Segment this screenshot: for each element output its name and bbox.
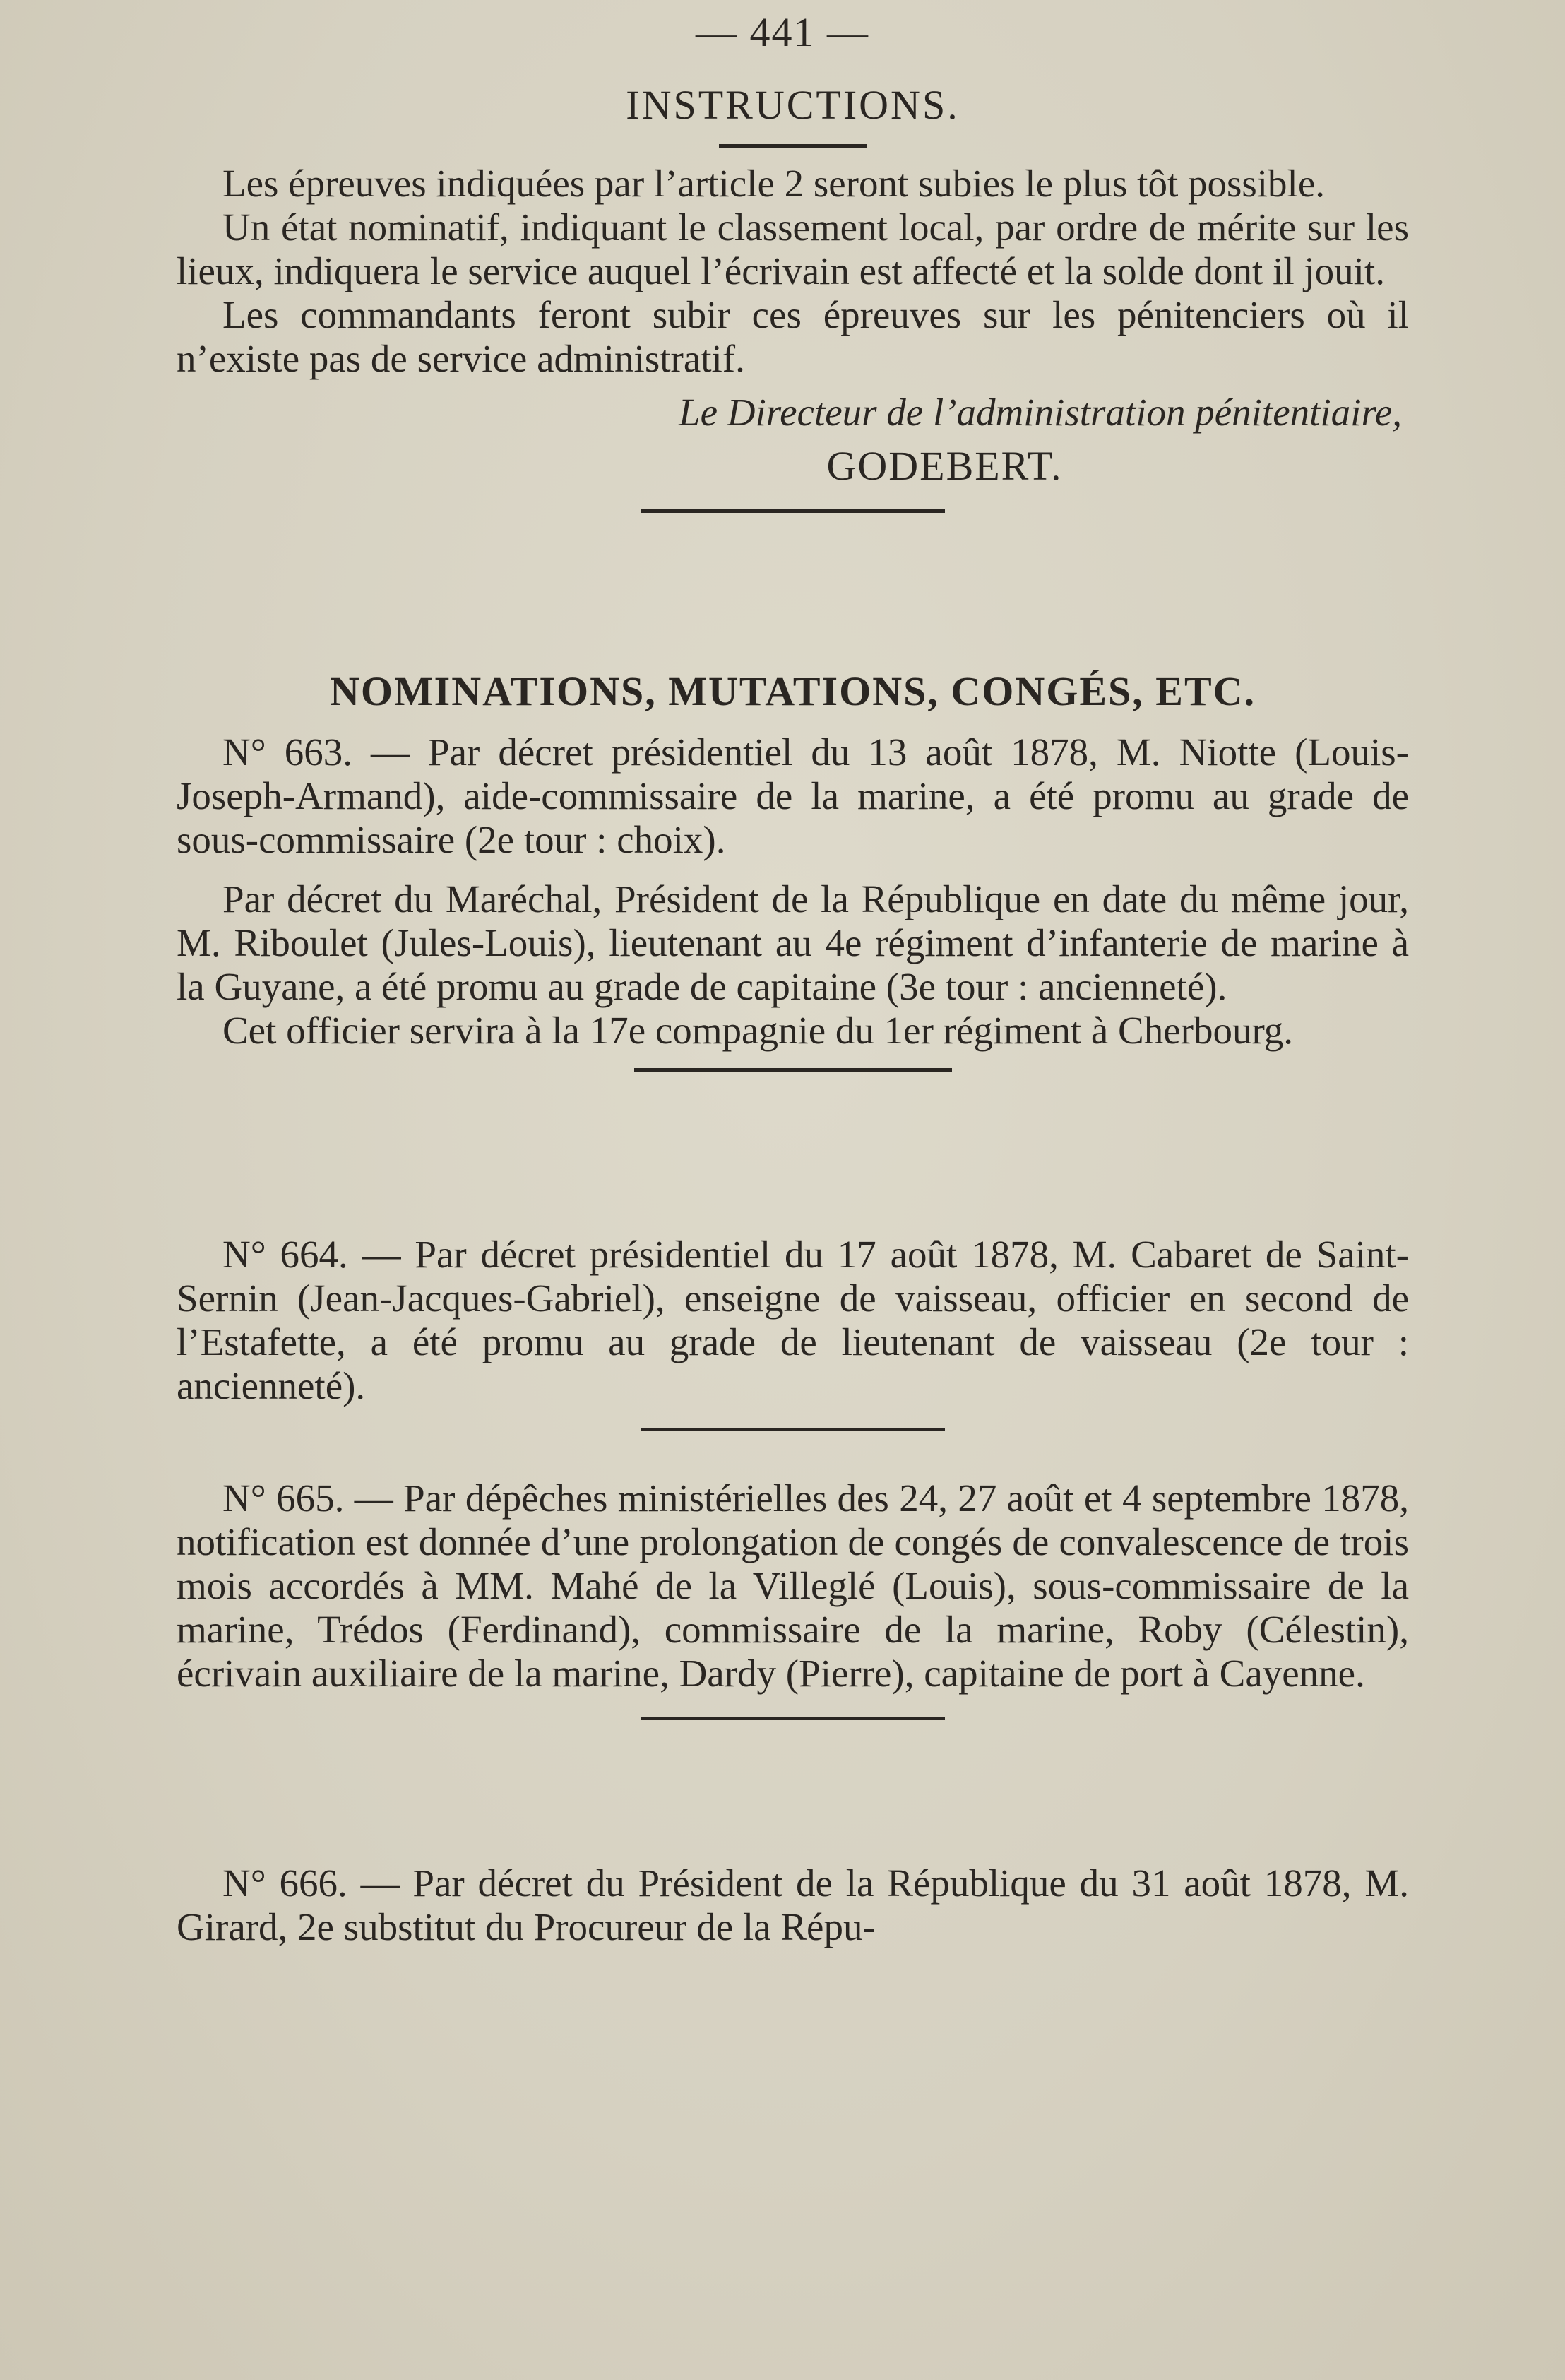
nominations-section xyxy=(177,668,1409,1072)
entry-665-paragraph: N° 665. — Par dépêches ministérielles des 24, 27 août et 4 septembre 1878, notification est donnée d’une prolongation de congés de convalescence de trois mois accordés à MM. Mahé de la Villeglé (Louis), sous-commissaire de la marine, Trédos (Ferdinand), commissaire de la marine, Roby (Célestin), écrivain auxiliaire de la marine, Dardy (Pierre), capitaine de port à Cayenne. xyxy=(177,1476,1409,1695)
divider xyxy=(641,1717,945,1720)
entry-663-paragraph: Cet officier servira à la 17e compagnie du 1er régiment à Cherbourg. xyxy=(222,1009,1294,1052)
divider xyxy=(641,509,945,513)
entry-664-paragraph: N° 664. — Par décret présidentiel du 17 août 1878, M. Cabaret de Saint-Sernin (Jean-Jacques-Gabriel), enseigne de vaisseau, officier en second de l’Estafette, a été promu au grade de lieutenant de vaisseau (2e tour : ancienneté). xyxy=(177,1233,1409,1407)
instructions-paragraph: Les commandants feront subir ces épreuves sur les pénitenciers où il n’existe pas de service administratif. xyxy=(177,293,1409,380)
instructions-paragraph: Les épreuves indiquées par l’article 2 seront subies le plus tôt possible. xyxy=(222,162,1326,205)
entry-666 xyxy=(177,1861,1409,1949)
entry-664 xyxy=(177,1233,1409,1431)
nominations-title: NOMINATIONS, MUTATIONS, CONGÉS, ETC. xyxy=(329,668,1256,714)
instructions-paragraph: Un état nominatif, indiquant le classement local, par ordre de mérite sur les lieux, indiquera le service auquel l’écrivain est affecté et la solde dont il jouit. xyxy=(177,206,1409,292)
divider xyxy=(634,1068,952,1072)
entry-666-paragraph: N° 666. — Par décret du Président de la République du 31 août 1878, M. Girard, 2e substitut du Procureur de la Répu- xyxy=(177,1861,1409,1948)
instructions-title: INSTRUCTIONS. xyxy=(626,82,960,128)
instructions-section xyxy=(177,81,1409,513)
entry-663-paragraph: Par décret du Maréchal, Président de la République en date du même jour, M. Riboulet (Jules-Louis), lieutenant au 4e régiment d’infanterie de marine à la Guyane, a été promu au grade de capitaine (3e tour : ancienneté). xyxy=(177,877,1409,1008)
entry-665 xyxy=(177,1476,1409,1720)
divider xyxy=(641,1428,945,1431)
entry-663-paragraph: N° 663. — Par décret présidentiel du 13 août 1878, M. Niotte (Louis-Joseph-Armand), aide-commissaire de la marine, a été promu au grade de sous-commissaire (2e tour : choix). xyxy=(177,730,1409,861)
signature-title: Le Directeur de l’administration pénitentiaire, xyxy=(679,391,1402,434)
divider xyxy=(719,144,867,148)
page-number: — 441 — xyxy=(696,9,869,55)
signature-name: GODEBERT. xyxy=(826,443,1063,489)
